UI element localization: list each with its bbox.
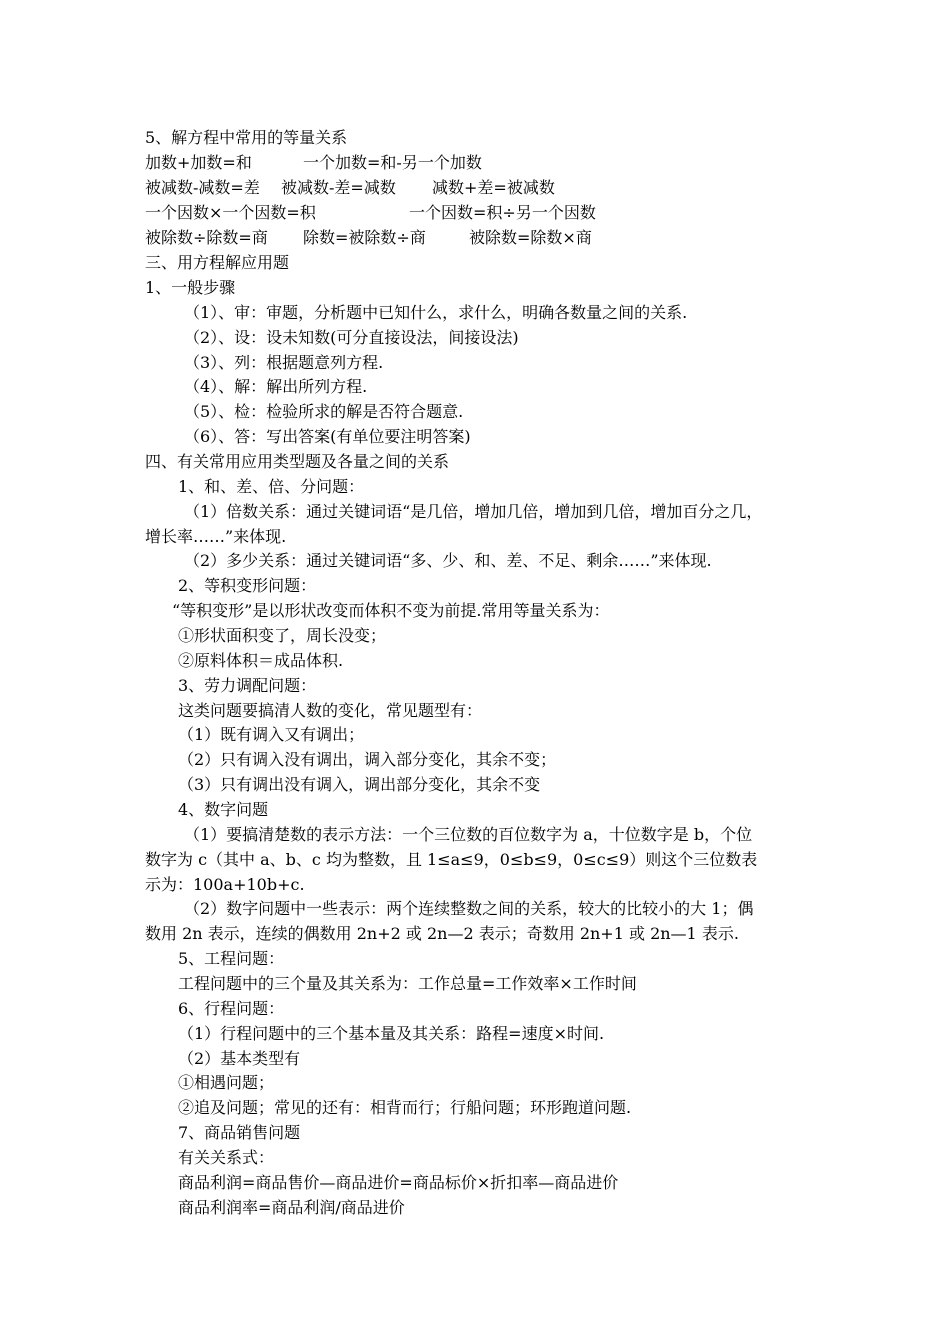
type-4-point-2: （2）数字问题中一些表示：两个连续整数之间的关系，较大的比较小的大 1；偶 xyxy=(184,899,754,918)
relation-subtraction-2: 被减数-差=减数 xyxy=(281,178,396,197)
relation-division-1: 被除数÷除数=商 xyxy=(145,228,268,247)
relation-division-3: 被除数=除数×商 xyxy=(469,228,592,247)
type-2-case-1: ①形状面积变了，周长没变； xyxy=(178,626,387,645)
type-4-point-1-end: 示为：100a+10b+c. xyxy=(145,875,305,894)
part-3-title: 三、用方程解应用题 xyxy=(145,253,290,272)
type-3-title: 3、劳力调配问题： xyxy=(178,676,317,695)
type-7-formula-profit: 商品利润=商品售价—商品进价=商品标价×折扣率—商品进价 xyxy=(178,1173,619,1192)
step-6: （6）、答：写出答案(有单位要注明答案) xyxy=(184,427,471,446)
type-1-multiple-relation: （1）倍数关系：通过关键词语“是几倍，增加几倍，增加到几倍，增加百分之几， xyxy=(184,502,763,521)
type-2-case-2: ②原料体积＝成品体积. xyxy=(178,651,344,670)
type-2-title: 2、等积变形问题： xyxy=(178,576,317,595)
type-3-intro: 这类问题要搞清人数的变化，常见题型有： xyxy=(178,701,483,720)
relation-addition-2: 一个加数=和-另一个加数 xyxy=(303,153,482,172)
step-5: （5）、检：检验所求的解是否符合题意. xyxy=(184,402,464,421)
type-3-case-1: （1）既有调入又有调出； xyxy=(178,725,365,744)
relation-division-2: 除数=被除数÷商 xyxy=(303,228,426,247)
type-5-title: 5、工程问题： xyxy=(178,949,285,968)
type-7-intro: 有关关系式： xyxy=(178,1148,275,1167)
type-6-case-1: ①相遇问题； xyxy=(178,1073,275,1092)
relation-subtraction-3: 减数+差=被减数 xyxy=(432,178,555,197)
type-3-case-2: （2）只有调入没有调出，调入部分变化，其余不变； xyxy=(178,750,557,769)
type-1-title: 1、和、差、倍、分问题： xyxy=(178,477,365,496)
type-6-point-2: （2）基本类型有 xyxy=(178,1049,301,1068)
type-7-title: 7、商品销售问题 xyxy=(178,1123,301,1142)
relation-multiplication-1: 一个因数×一个因数=积 xyxy=(145,203,316,222)
type-5-relation: 工程问题中的三个量及其关系为：工作总量=工作效率×工作时间 xyxy=(178,974,637,993)
type-2-intro: “等积变形”是以形状改变而体积不变为前提.常用等量关系为： xyxy=(172,601,610,620)
type-7-formula-profit-rate: 商品利润率=商品利润/商品进价 xyxy=(178,1198,405,1217)
type-1-multiple-relation-cont: 增长率……”来体现. xyxy=(145,527,287,546)
relation-subtraction-1: 被减数-减数=差 xyxy=(145,178,260,197)
type-6-title: 6、行程问题： xyxy=(178,999,285,1018)
type-1-quantity-relation: （2）多少关系：通过关键词语“多、少、和、差、不足、剩余……”来体现. xyxy=(184,551,712,570)
step-4: （4）、解：解出所列方程. xyxy=(184,377,368,396)
type-4-title: 4、数字问题 xyxy=(178,800,269,819)
type-4-point-1: （1）要搞清楚数的表示方法：一个三位数的百位数字为 a，十位数字是 b，个位 xyxy=(184,825,753,844)
step-2: （2）、设：设未知数(可分直接设法，间接设法) xyxy=(184,328,519,347)
relation-multiplication-2: 一个因数=积÷另一个因数 xyxy=(409,203,596,222)
section-5-title: 5、解方程中常用的等量关系 xyxy=(145,128,348,147)
type-6-point-1: （1）行程问题中的三个基本量及其关系：路程=速度×时间. xyxy=(178,1024,605,1043)
step-1: （1）、审：审题，分析题中已知什么，求什么，明确各数量之间的关系. xyxy=(184,303,688,322)
type-4-point-2-cont: 数用 2n 表示，连续的偶数用 2n+2 或 2n—2 表示；奇数用 2n+1 或 2n—1 表示. xyxy=(145,924,739,943)
type-6-case-2: ②追及问题；常见的还有：相背而行；行船问题；环形跑道问题. xyxy=(178,1098,632,1117)
type-4-point-1-cont: 数字为 c（其中 a、b、c 均为整数，且 1≤a≤9，0≤b≤9，0≤c≤9）则这个三位数表 xyxy=(145,850,758,869)
relation-addition-1: 加数+加数=和 xyxy=(145,153,252,172)
part-4-title: 四、有关常用应用类型题及各量之间的关系 xyxy=(145,452,450,471)
general-steps-title: 1、一般步骤 xyxy=(145,278,236,297)
type-3-case-3: （3）只有调出没有调入，调出部分变化，其余不变 xyxy=(178,775,541,794)
step-3: （3）、列：根据题意列方程. xyxy=(184,353,384,372)
